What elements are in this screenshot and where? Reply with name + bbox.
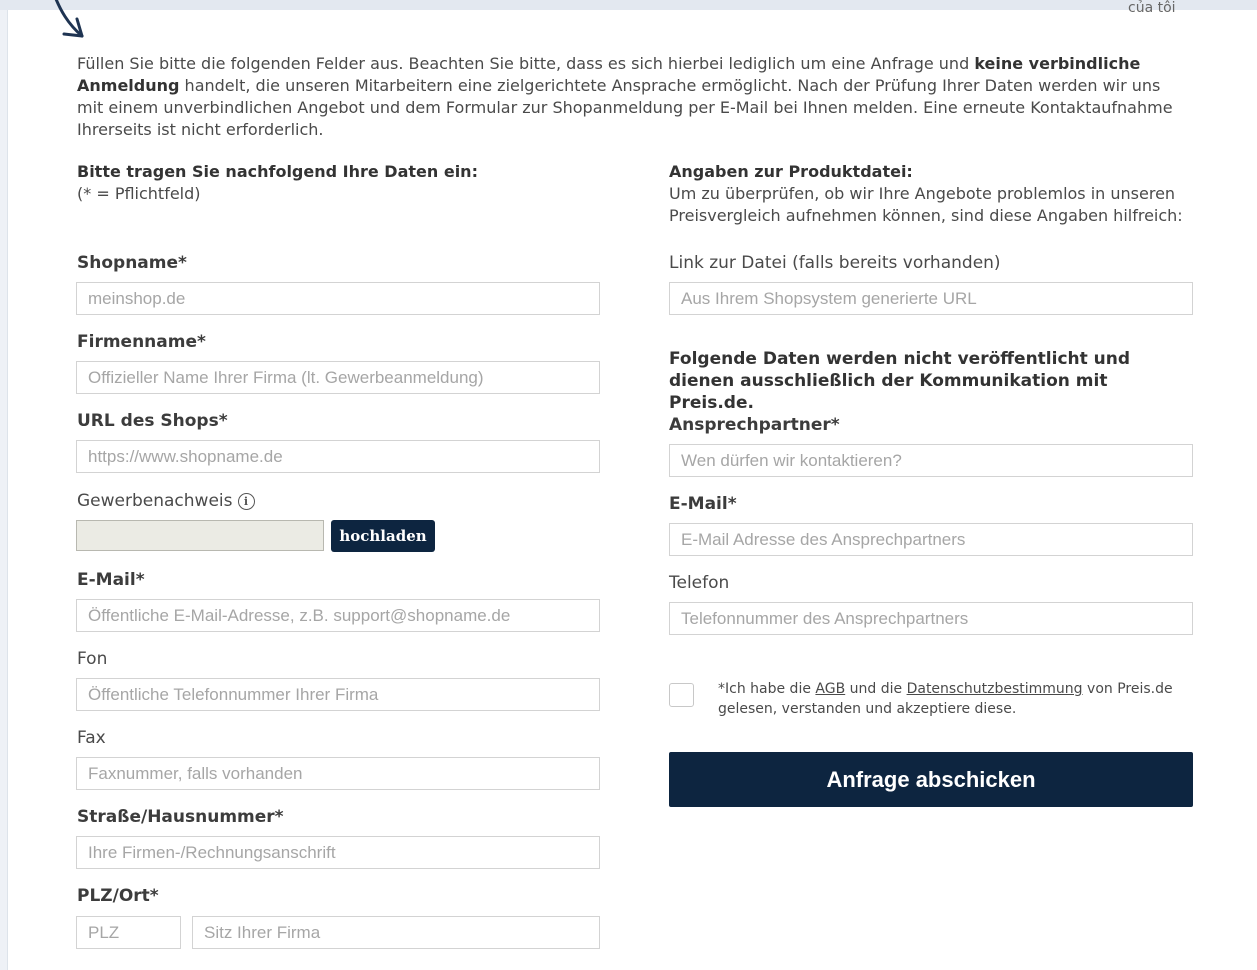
top-right-label[interactable]: của tôi [1128, 0, 1176, 16]
contact-label: Ansprechpartner* [669, 415, 840, 435]
link-label: Link zur Datei (falls bereits vorhanden) [669, 253, 1001, 273]
right-heading-text: Angaben zur Produktdatei: [669, 162, 913, 181]
fon-input[interactable] [76, 678, 600, 711]
private-heading-text: Folgende Daten werden nicht veröffentlicht und dienen ausschließlich der Kommunikation mit Preis.de. [669, 349, 1131, 413]
fax-input[interactable] [76, 757, 600, 790]
left-heading-text: Bitte tragen Sie nachfolgend Ihre Daten ein: [77, 162, 478, 181]
right-heading [669, 161, 1209, 227]
url-input[interactable] [76, 440, 600, 473]
strasse-input[interactable] [76, 836, 600, 869]
gewerbe-label [77, 490, 255, 512]
file-name-box [76, 520, 324, 551]
intro-part1: Füllen Sie bitte die folgenden Felder aus. Beachten Sie bitte, dass es sich hierbei lediglich um eine Anfrage und [77, 54, 975, 73]
contact-email-label: E-Mail* [669, 494, 737, 514]
plz-input[interactable] [76, 916, 181, 949]
email-label: E-Mail* [77, 570, 145, 590]
top-bar [0, 0, 1257, 10]
contact-email-input[interactable] [669, 523, 1193, 556]
url-label: URL des Shops* [77, 411, 228, 431]
right-subheading: Um zu überprüfen, ob wir Ihre Angebote problemlos in unseren Preisvergleich aufnehmen können, sind diese Angaben hilfreich: [669, 184, 1183, 225]
submit-button[interactable]: Anfrage abschicken [669, 752, 1193, 807]
intro-bold: keine verbindliche Anmeldung [77, 54, 1141, 95]
consent-text [718, 679, 1188, 719]
contact-input[interactable] [669, 444, 1193, 477]
consent-middle: und die [845, 681, 907, 697]
intro-part2: handelt, die unseren Mitarbeitern eine zielgerichtete Ansprache ermöglicht. Nach der Prüfung Ihrer Daten werden wir uns mit einem unverbindlichen Angebot und dem Formular zur Shopanmeldung per E-Mail bei Ihnen melden. Eine erneute Kontaktaufnahme Ihrerseits ist nicht erforderlich. [77, 76, 1173, 139]
left-subheading: (* = Pflichtfeld) [77, 184, 201, 203]
privacy-link[interactable]: Datenschutzbestimmung [906, 681, 1083, 697]
shopname-input[interactable] [76, 282, 600, 315]
intro-text [77, 53, 1187, 141]
firmenname-input[interactable] [76, 361, 600, 394]
private-heading [669, 348, 1189, 414]
gewerbe-label-text: Gewerbenachweis [77, 491, 233, 511]
agb-link[interactable]: AGB [815, 681, 846, 697]
fax-label: Fax [77, 728, 106, 748]
telefon-input[interactable] [669, 602, 1193, 635]
arrow-icon [40, 0, 90, 46]
upload-button[interactable]: hochladen [331, 520, 435, 552]
consent-suffix: von Preis.de gelesen, verstanden und akzeptiere diese. [718, 681, 1173, 717]
fon-label: Fon [77, 649, 108, 669]
info-icon[interactable]: i [238, 493, 255, 510]
link-input[interactable] [669, 282, 1193, 315]
consent-prefix: *Ich habe die [718, 681, 816, 697]
strasse-label: Straße/Hausnummer* [77, 807, 284, 827]
plzort-label: PLZ/Ort* [77, 886, 159, 906]
telefon-label: Telefon [669, 573, 730, 593]
left-heading [77, 161, 637, 205]
shopname-label: Shopname* [77, 253, 187, 273]
email-input[interactable] [76, 599, 600, 632]
firmenname-label: Firmenname* [77, 332, 206, 352]
consent-checkbox[interactable] [669, 683, 694, 707]
ort-input[interactable] [192, 916, 600, 949]
